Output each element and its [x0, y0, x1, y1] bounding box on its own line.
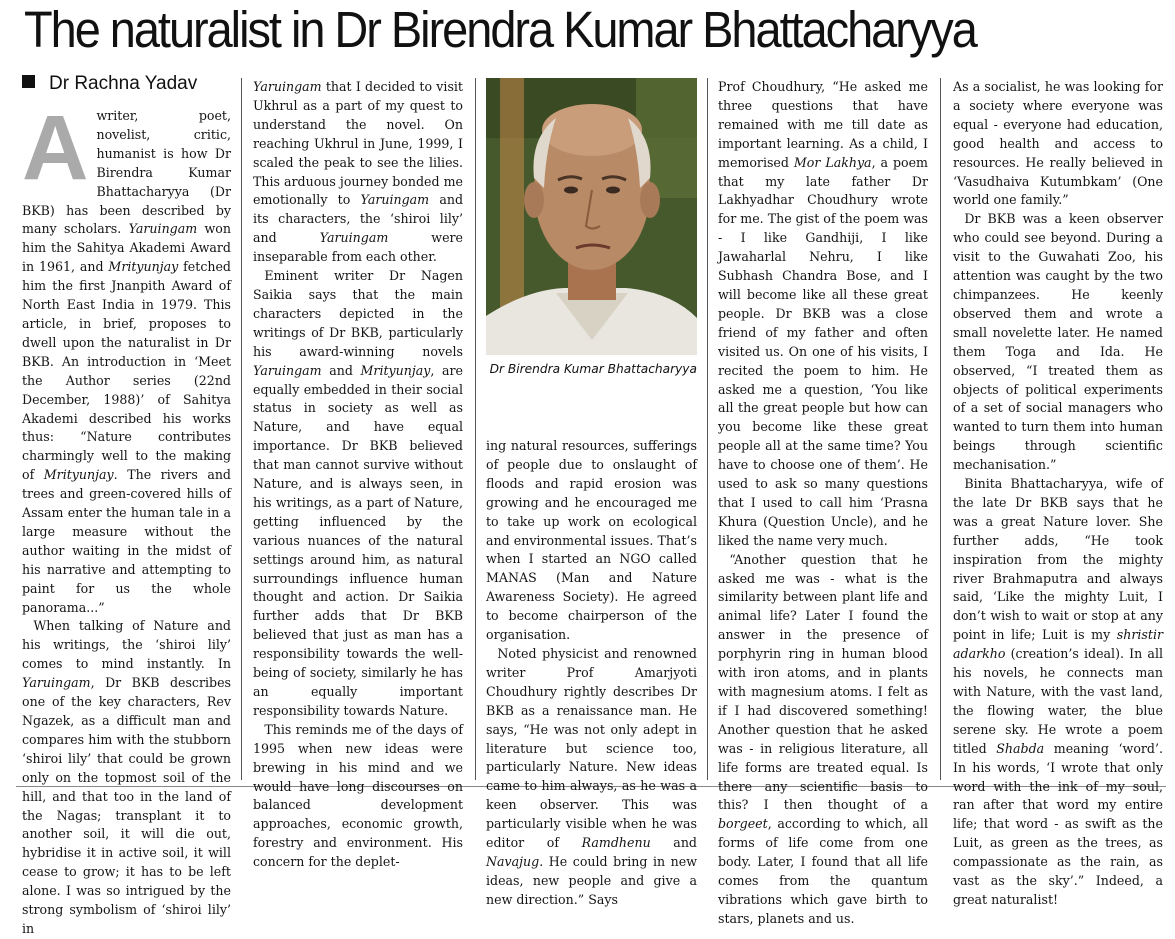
paragraph: ing natural resources, sufferings of people due to onslaught of floods and rapid erosion was growing and he encouraged me to take up work on ecological and environmental issues. That’s when I started an NGO called MANAS (Man and Nature Awareness Society). He agreed to become chairperson of the organisation. — [486, 438, 697, 643]
paragraph: Prof Choudhury, “He asked me three questions that have remained with me till date as important learning. As a child, I memorised Mor Lakhya, a poem that my late father Dr Lakhyadhar Choudhury wrote for me. The gist of the poem was - I like Gandhiji, I like Jawaharlal Nehru, I like Subhash Chandra Bose, and I will become like all these great people. Dr BKB was a close friend of my father and often visited us. On one of his visits, I recited the poem to him. He asked me a question, ‘You like all the great people but how can you become like these great people all at the same time? You have to choose one of them’. He used to ask so many questions that I used to call him ‘Prasna Khura (Question Uncle), and he liked the name very much. — [718, 79, 928, 548]
paragraph: writer, poet, novelist, critic, humanist is how Dr Birendra Kumar Bhattacharyya (Dr BKB) has been described by many scholars. Yaruingam won him the Sahitya Akademi Award in 1961, and Mrityunjay fetched him the first Jnanpith Award of North East India in 1979. This article, in brief, proposes to dwell upon the naturalist in Dr BKB. An introduction in ‘Meet the Author series (22nd December, 1988)’ of Sahitya Akademi described his works thus: “Nature contributes charmingly well to the making of Mrityunjay. The rivers and trees and green-covered hills of Assam enter the human tale in a large measure without the author waiting in the midst of his narrative and attempting to paint for us the whole panorama...” — [22, 108, 231, 615]
byline — [22, 72, 197, 96]
photo-caption: Dr Birendra Kumar Bhattacharyya — [489, 362, 697, 376]
paragraph: Eminent writer Dr Nagen Saikia says that the main characters depicted in the writings of Dr BKB, particularly his award-winning novels Yaruingam and Mrityunjay, are equally embedded in their social status in society as well as Nature, and have equal importance. Dr BKB believed that man cannot survive without Nature, and is always seen, in his writings, as a part of Nature, getting influenced by the various nuances of the natural settings around him, as natural surroundings influence human thought and action. Dr Saikia further adds that Dr BKB believed that just as man has a responsibility towards the well-being of society, similarly he has an equally important responsibility towards Nature. — [253, 268, 463, 718]
article-column-1 — [22, 97, 231, 936]
paragraph: This reminds me of the days of 1995 when new ideas were brewing in his mind and we would have long discourses on balanced development approaches, economic growth, forestry and environment. His concern for the deplet- — [253, 721, 463, 870]
article-column-3 — [486, 437, 697, 907]
drop-cap: A — [22, 97, 89, 199]
headline: The naturalist in Dr Birendra Kumar Bhattacharyya — [24, 1, 976, 58]
article-column-4 — [718, 78, 928, 926]
column-rule — [940, 78, 941, 780]
paragraph: Yaruingam that I decided to visit Ukhrul as a part of my quest to understand the novel. On reaching Ukhrul in June, 1999, I scaled the peak to see the lilies. This arduous journey bonded me emotionally to Yaruingam and its characters, the ‘shiroi lily’ and Yaruingam were inseparable from each other. — [253, 79, 464, 265]
column-rule — [707, 78, 708, 780]
paragraph: “Another question that he asked me was - what is the similarity between plant life and animal life? Later I found the answer in the presence of porphyrin ring in human blood with iron atoms, and in plants with magnesium atoms. I felt as if I had discovered something! Another question that he asked was - in religious literature, all life forms are treated equal. Is there any scientific basis to this? I then thought of a borgeet, according to which, all forms of life come from one body. Later, I found that all life comes from the quantum vibrations which gave birth to stars, planets and us. — [718, 551, 928, 926]
column-rule — [241, 78, 242, 780]
paragraph: Dr BKB was a keen observer who could see beyond. During a visit to the Guwahati Zoo, his attention was caught by the two chimpanzees. He keenly observed them and wrote a small novelette later. He named them Toga and Ida. He observed, “I treated them as objects of political experiments of a set of social managers who wanted to turn them into human beings through scientific mechanisation.” — [953, 211, 1163, 473]
paragraph: Binita Bhattacharyya, wife of the late Dr BKB says that he was a great Nature lover. She further adds, “He took inspiration from the mighty river Brahmaputra and always said, ‘Like the mighty Luit, I don’t wish to wait or stop at any point in life; Luit is my shristir adarkho (creation’s ideal). In all his novels, he connects man with Nature, with the vast land, the flowing water, the blue serene sky. He wrote a poem titled Shabda meaning ‘word’. In his words, ‘I wrote that only word with the ink of my soul, ran after that word my entire life; that word - as swift as the Luit, as green as the trees, as compassionate as the rain, as vast as the sky’.” Indeed, a great naturalist! — [953, 476, 1163, 907]
author-portrait-photo — [486, 78, 697, 355]
article-column-2 — [253, 78, 464, 870]
paragraph: Noted physicist and renowned writer Prof Amarjyoti Choudhury rightly describes Dr BKB as a renaissance man. He says, “He was not only adept in literature but science too, particularly Nature. New ideas came to him always, as he was a keen observer. This was particularly visible when he was editor of Ramdhenu and Navajug. He could bring in new ideas, new people and give a new direction.” Says — [486, 645, 697, 907]
paragraph: When talking of Nature and his writings, the ‘shiroi lily’ comes to mind instantly. In Yaruingam, Dr BKB describes one of the key characters, Rev Ngazek, as a difficult man and compares him with the stubborn ‘shiroi lily’ that could be grown only on the topmost soil of the hill, and that too in the land of the Nagas; transplant it to another soil, it will die out, hybridise it in active soil, it will cease to grow; it has to be left alone. I was so intrigued by the strong symbolism of ‘shiroi lily’ in — [22, 618, 231, 936]
article-column-5 — [953, 78, 1163, 907]
author-name: Dr Rachna Yadav — [49, 73, 198, 94]
column-rule — [475, 78, 476, 780]
byline-square-icon — [22, 75, 35, 88]
paragraph: As a socialist, he was looking for a society where everyone was equal - everyone had education, good health and access to resources. He really believed in ‘Vasudhaiva Kutumbkam’ (One world one family.” — [953, 79, 1163, 208]
